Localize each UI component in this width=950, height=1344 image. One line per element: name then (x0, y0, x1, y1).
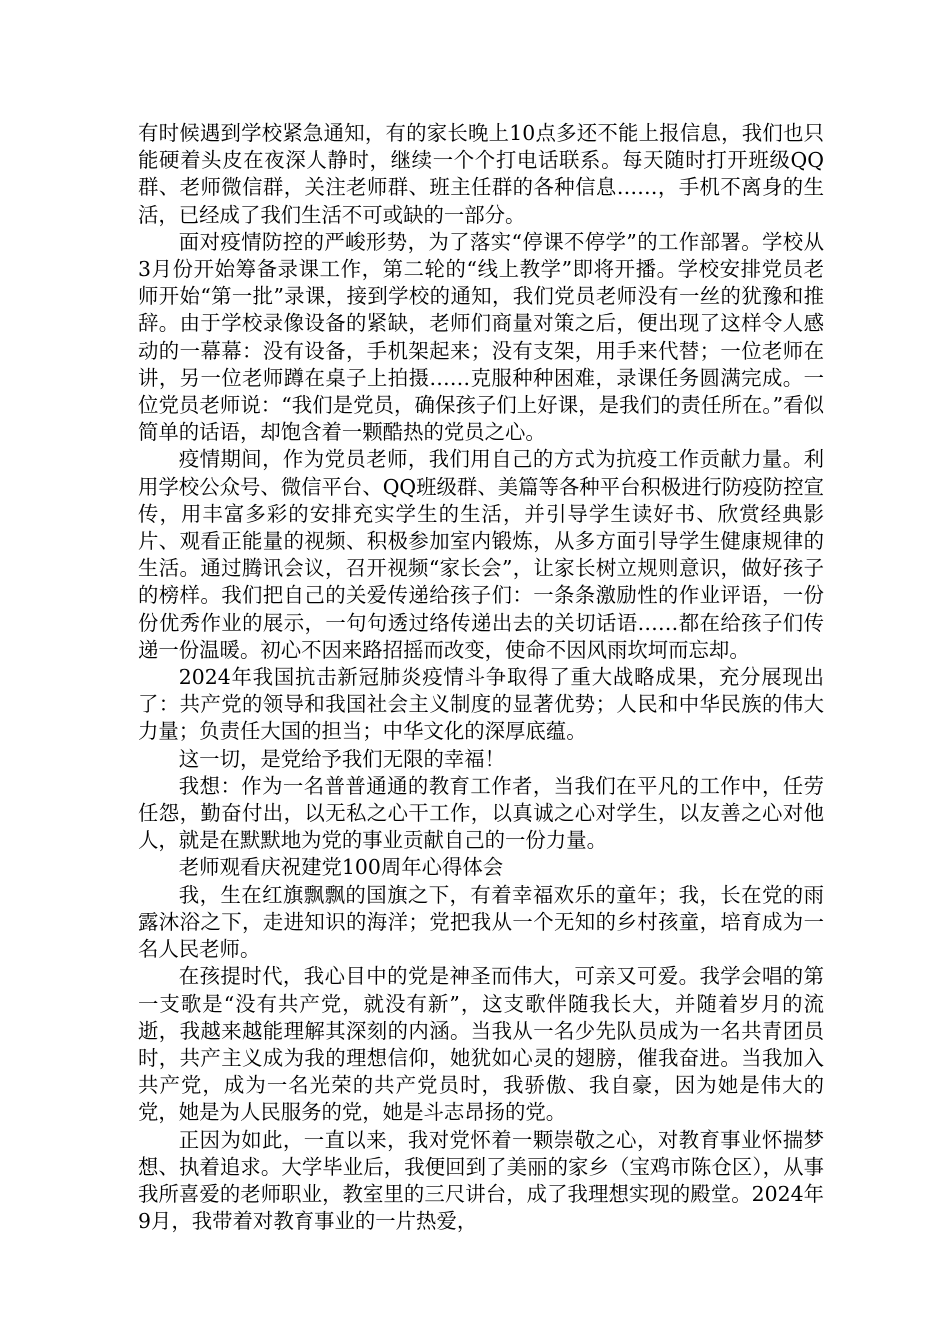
document-body (138, 120, 824, 1235)
paragraph-8: 在孩提时代，我心目中的党是神圣而伟大，可亲又可爱。我学会唱的第一支歌是“没有共产党，就没有新”，这支歌伴随我长大，并随着岁月的流逝，我越来越能理解其深刻的内涵。当我从一名少先队员成为一名共青团员时，共产主义成为我的理想信仰，她犹如心灵的翅膀，催我奋进。当我加入共产党，成为一名光荣的共产党员时，我骄傲、我自豪，因为她是伟大的党，她是为人民服务的党，她是斗志昂扬的党。 (138, 964, 824, 1125)
paragraph-7: 我，生在红旗飘飘的国旗之下，有着幸福欢乐的童年；我，长在党的雨露沐浴之下，走进知识的海洋；党把我从一个无知的乡村孩童，培育成为一名人民老师。 (138, 882, 824, 962)
paragraph-6: 我想：作为一名普普通通的教育工作者，当我们在平凡的工作中，任劳任怨，勤奋付出，以无私之心干工作，以真诚之心对学生，以友善之心对他人，就是在默默地为党的事业贡献自己的一份力量。 (138, 773, 824, 853)
section-title: 老师观看庆祝建党100周年心得体会 (178, 855, 504, 880)
paragraph-1: 有时候遇到学校紧急通知，有的家长晚上10点多还不能上报信息，我们也只能硬着头皮在夜深人静时，继续一个个打电话联系。每天随时打开班级QQ群、老师微信群，关注老师群、班主任群的各种信息……，手机不离身的生活，已经成了我们生活不可或缺的一部分。 (138, 121, 824, 227)
paragraph-3: 疫情期间，作为党员老师，我们用自己的方式为抗疫工作贡献力量。利用学校公众号、微信平台、QQ班级群、美篇等各种平台积极进行防疫防控宣传，用丰富多彩的安排充实学生的生活，并引导学生读好书、欣赏经典影片、观看正能量的视频、积极参加室内锻炼，从多方面引导学生健康规律的生活。通过腾讯会议，召开视频“家长会”，让家长树立规则意识，做好孩子的榜样。我们把自己的关爱传递给孩子们：一条条激励性的作业评语，一份份优秀作业的展示，一句句透过络传递出去的关切话语……都在给孩子们传递一份温暖。初心不因来路招摇而改变，使命不因风雨坎坷而忘却。 (138, 447, 824, 662)
paragraph-5: 这一切，是党给予我们无限的幸福！ (178, 746, 506, 771)
paragraph-9: 正因为如此，一直以来，我对党怀着一颗崇敬之心，对教育事业怀揣梦想、执着追求。大学毕业后，我便回到了美丽的家乡（宝鸡市陈仓区），从事我所喜爱的老师职业，教室里的三尺讲台，成了我理想实现的殿堂。2024年9月，我带着对教育事业的一片热爱， (138, 1127, 824, 1234)
paragraph-4: 2024年我国抗击新冠肺炎疫情斗争取得了重大战略成果，充分展现出了：共产党的领导和我国社会主义制度的显著优势；人民和中华民族的伟大力量；负责任大国的担当；中华文化的深厚底蕴。 (138, 665, 824, 744)
paragraph-2: 面对疫情防控的严峻形势，为了落实“停课不停学”的工作部署。学校从3月份开始筹备录课工作，第二轮的“线上教学”即将开播。学校安排党员老师开始“第一批”录课，接到学校的通知，我们党员老师没有一丝的犹豫和推辞。由于学校录像设备的紧缺，老师们商量对策之后，便出现了这样令人感动的一幕幕：没有设备，手机架起来；没有支架，用手来代替；一位老师在讲，另一位老师蹲在桌子上拍摄……克服种种困难，录课任务圆满完成。一位党员老师说：“我们是党员，确保孩子们上好课，是我们的责任所在。”看似简单的话语，却饱含着一颗酷热的党员之心。 (138, 229, 824, 445)
